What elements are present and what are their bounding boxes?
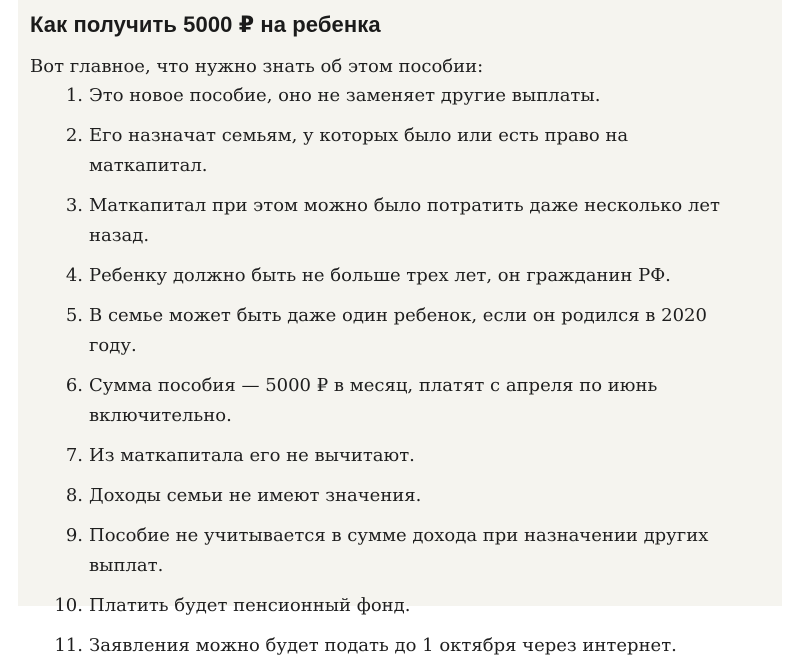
list-item xyxy=(30,81,770,111)
list-item-number: 4. xyxy=(65,265,83,286)
list-item xyxy=(30,191,770,251)
list-item-number: 10. xyxy=(54,595,83,616)
list-item-number: 5. xyxy=(65,305,83,326)
list-item-text: Из маткапитала его не вычитают. xyxy=(89,445,415,466)
list-item xyxy=(30,121,770,181)
list-item-text: Доходы семьи не имеют значения. xyxy=(89,485,422,506)
list-item-text: Это новое пособие, оно не заменяет другие выплаты. xyxy=(89,85,601,106)
list-item-number: 7. xyxy=(65,445,83,466)
list-item-text: В семье может быть даже один ребенок, если он родился в 2020 году. xyxy=(89,305,707,356)
article-card xyxy=(18,0,782,656)
list-item-number: 1. xyxy=(65,85,83,106)
list-item-number: 8. xyxy=(65,485,83,506)
list-item-number: 2. xyxy=(65,125,83,146)
list-item xyxy=(30,441,770,471)
list-item xyxy=(30,261,770,291)
list-item-text: Его назначат семьям, у которых было или есть право на маткапитал. xyxy=(89,125,629,176)
list-item-number: 6. xyxy=(65,375,83,396)
list-item-number: 11. xyxy=(54,635,83,656)
list-item xyxy=(30,481,770,511)
list-item-text: Сумма пособия — 5000 ₽ в месяц, платят с апреля по июнь включительно. xyxy=(89,375,658,426)
list-item xyxy=(30,371,770,431)
list-item xyxy=(30,591,770,621)
benefit-list xyxy=(30,81,770,661)
list-item-text: Ребенку должно быть не больше трех лет, он гражданин РФ. xyxy=(89,265,671,286)
article-title: Как получить 5000 ₽ на ребенка xyxy=(30,12,381,37)
list-item-text: Платить будет пенсионный фонд. xyxy=(89,595,411,616)
list-item xyxy=(30,521,770,581)
list-item-number: 9. xyxy=(65,525,83,546)
article-intro: Вот главное, что нужно знать об этом пособии: xyxy=(30,56,484,77)
list-item-number: 3. xyxy=(65,195,83,216)
list-item-text: Заявления можно будет подать до 1 октября через интернет. xyxy=(89,635,677,656)
list-item xyxy=(30,631,770,661)
list-item-text: Пособие не учитывается в сумме дохода при назначении других выплат. xyxy=(89,525,709,576)
list-item xyxy=(30,301,770,361)
list-item-text: Маткапитал при этом можно было потратить даже несколько лет назад. xyxy=(89,195,721,246)
